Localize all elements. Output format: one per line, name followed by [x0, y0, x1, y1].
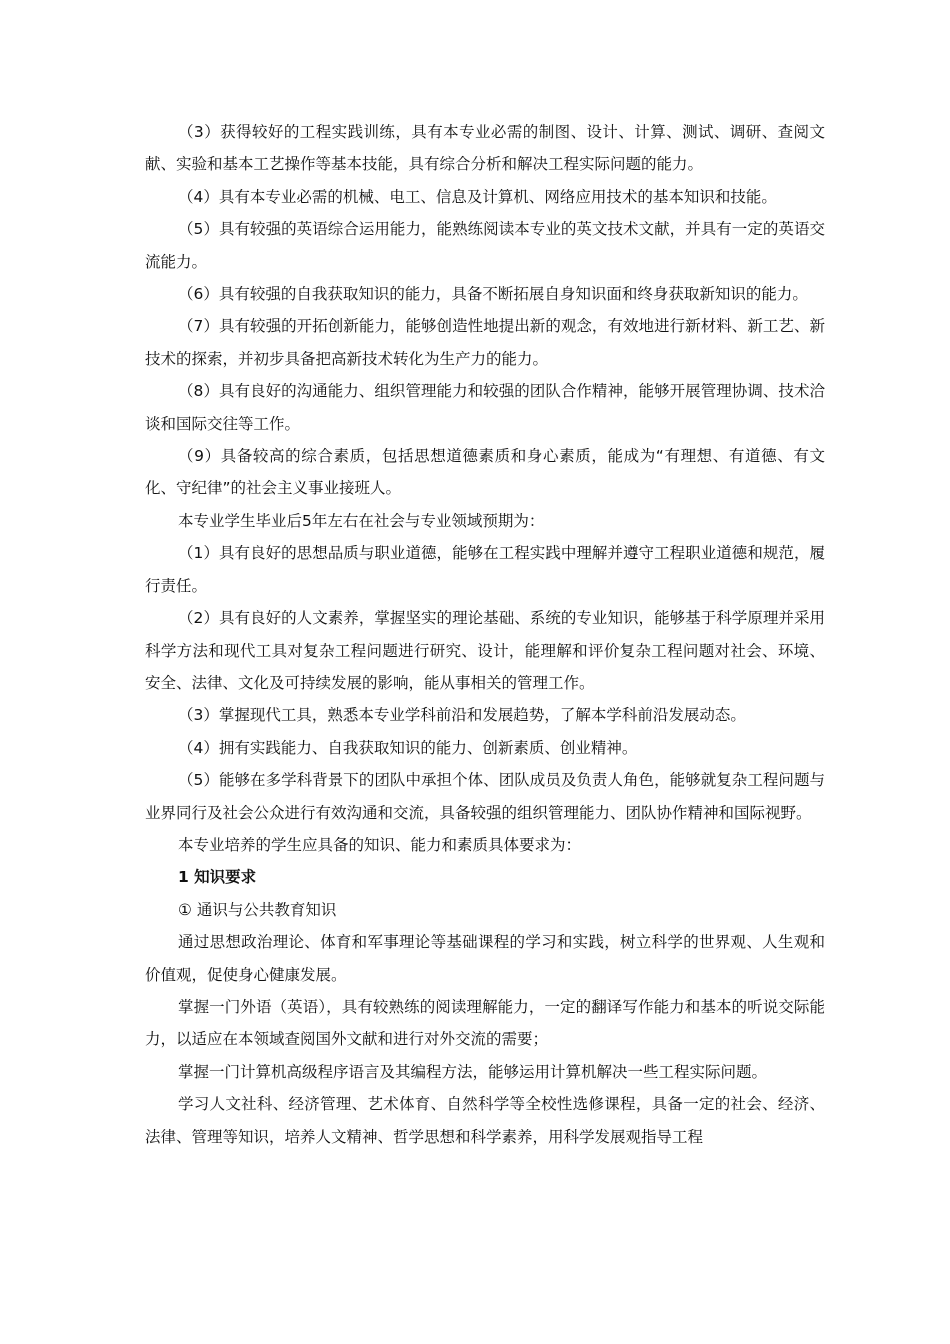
paragraph-ability-8: （8）具有良好的沟通能力、组织管理能力和较强的团队合作精神，能够开展管理协调、技术洽谈和国际交往等工作。 [145, 382, 825, 433]
paragraph-expectation-2: （2）具有良好的人文素养，掌握坚实的理论基础、系统的专业知识，能够基于科学原理并采用科学方法和现代工具对复杂工程问题进行研究、设计，能理解和评价复杂工程问题对社会、环境、安全、法律、文化及可持续发展的影响，能从事相关的管理工作。 [145, 609, 825, 692]
paragraph-electives: 学习人文社科、经济管理、艺术体育、自然科学等全校性选修课程，具备一定的社会、经济、法律、管理等知识，培养人文精神、哲学思想和科学素养，用科学发展观指导工程 [145, 1095, 825, 1146]
document-body [145, 116, 825, 1153]
paragraph-ability-7: （7）具有较强的开拓创新能力，能够创造性地提出新的观念，有效地进行新材料、新工艺、新技术的探索，并初步具备把高新技术转化为生产力的能力。 [145, 317, 825, 368]
paragraph-requirements-intro: 本专业培养的学生应具备的知识、能力和素质具体要求为： [178, 835, 582, 854]
paragraph-expectation-4: （4）拥有实践能力、自我获取知识的能力、创新素质、创业精神。 [178, 738, 638, 757]
paragraph-computer-programming: 掌握一门计算机高级程序语言及其编程方法，能够运用计算机解决一些工程实际问题。 [178, 1062, 768, 1081]
paragraph-political-theory: 通过思想政治理论、体育和军事理论等基础课程的学习和实践，树立科学的世界观、人生观和价值观，促使身心健康发展。 [145, 933, 825, 984]
paragraph-foreign-language: 掌握一门外语（英语），具有较熟练的阅读理解能力，一定的翻译写作能力和基本的听说交际能力，以适应在本领域查阅国外文献和进行对外交流的需要； [145, 997, 825, 1049]
section-heading-knowledge: 1 知识要求 [178, 868, 257, 887]
paragraph-ability-9: （9）具备较高的综合素质，包括思想道德素质和身心素质，能成为“有理想、有道德、有文化、守纪律”的社会主义事业接班人。 [145, 447, 825, 498]
paragraph-expectation-1: （1）具有良好的思想品质与职业道德，能够在工程实践中理解并遵守工程职业道德和规范，履行责任。 [145, 544, 825, 595]
paragraph-ability-3: （3）获得较好的工程实践训练，具有本专业必需的制图、设计、计算、测试、调研、查阅文献、实验和基本工艺操作等基本技能，具有综合分析和解决工程实际问题的能力。 [145, 123, 825, 174]
subsection-general-education: ① 通识与公共教育知识 [178, 900, 337, 919]
paragraph-ability-4: （4）具有本专业必需的机械、电工、信息及计算机、网络应用技术的基本知识和技能。 [178, 187, 777, 206]
paragraph-expectation-intro: 本专业学生毕业后5年左右在社会与专业领域预期为： [178, 511, 545, 530]
paragraph-expectation-3: （3）掌握现代工具，熟悉本专业学科前沿和发展趋势，了解本学科前沿发展动态。 [178, 706, 746, 725]
paragraph-ability-6: （6）具有较强的自我获取知识的能力，具备不断拓展自身知识面和终身获取新知识的能力。 [178, 285, 808, 304]
paragraph-expectation-5: （5）能够在多学科背景下的团队中承担个体、团队成员及负责人角色，能够就复杂工程问题与业界同行及社会公众进行有效沟通和交流，具备较强的组织管理能力、团队协作精神和国际视野。 [145, 771, 825, 822]
paragraph-ability-5: （5）具有较强的英语综合运用能力，能熟练阅读本专业的英文技术文献，并具有一定的英语交流能力。 [145, 220, 825, 271]
